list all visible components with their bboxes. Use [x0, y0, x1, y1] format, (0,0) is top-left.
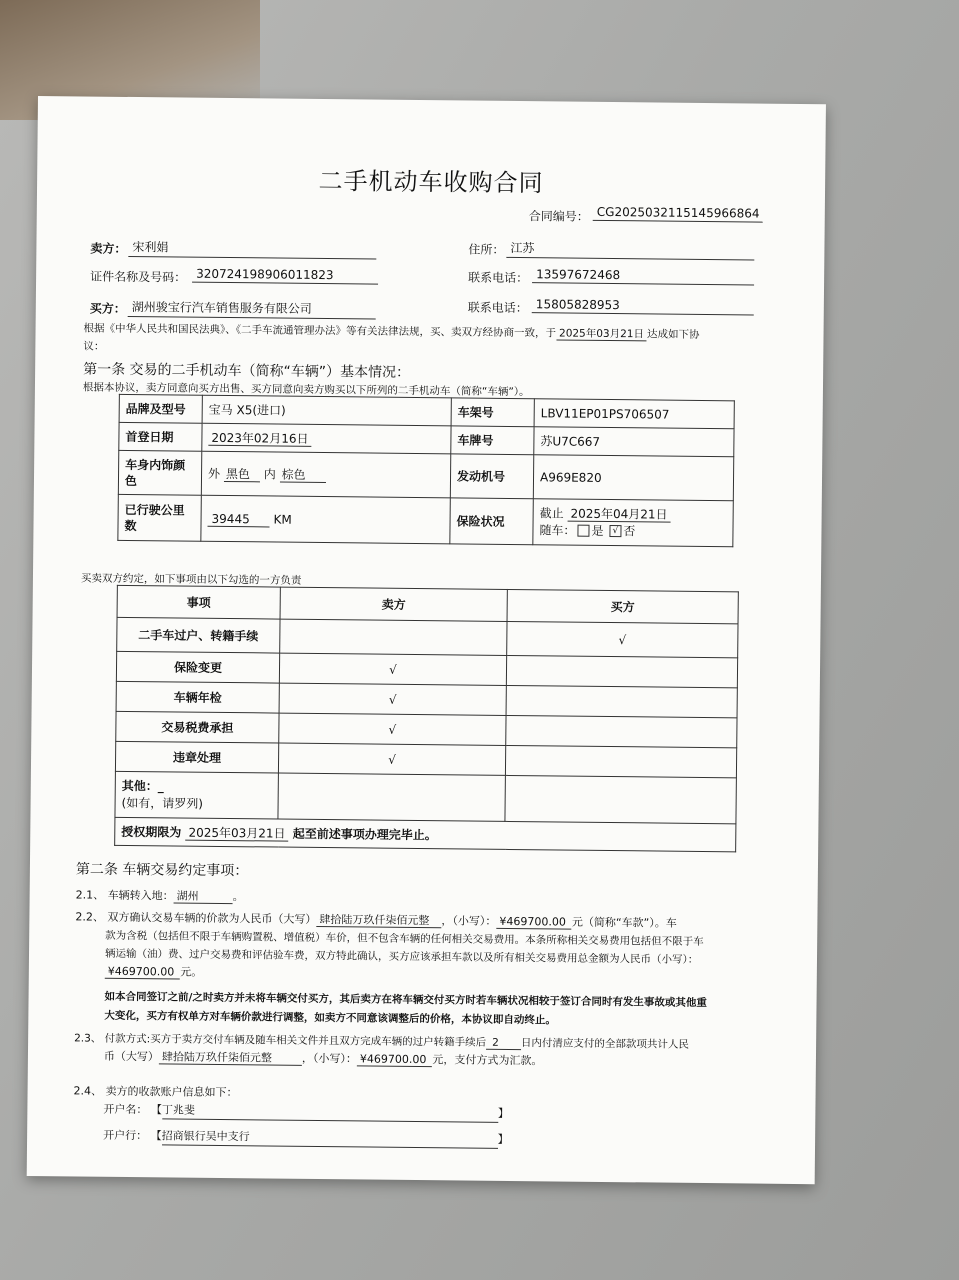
km-label: 已行驶公里数: [118, 494, 201, 541]
clause-2-1: 2.1、 车辆转入地： 湖州 。: [75, 888, 244, 904]
plate-value: 苏U7C667: [534, 427, 734, 457]
clause-2-2: 2.2、 双方确认交易车辆的价款为人民币（大写） 肆拾陆万玖仟柒佰元整 ，（小写）： ¥469700.00 元（简称“车款”）。车: [75, 910, 677, 930]
insurance-label: 保险状况: [450, 498, 533, 545]
resp-intro: 买卖双方约定，如下事项由以下勾选的一方负责: [80, 572, 302, 587]
km-value: 39445 KM: [201, 495, 450, 544]
header-item: 事项: [117, 585, 280, 619]
clause-2-2-line2: 款为含税（包括但不限于车辆购置税、增值税）车价，但不包含车辆的任何相关交易费用。本条所称相关交易费用包括但不限于车: [105, 929, 704, 949]
table-row-other: 其他：_ (如有，请罗列): [115, 771, 736, 824]
article1-desc: 根据本协议，卖方同意向买方出售、买方同意向卖方购买以下所列的二手机动车（简称“车辆”）。: [82, 381, 530, 399]
bold-clause-2: 大变化，买方有权单方对车辆价款进行调整，如卖方不同意该调整后的价格，本协议即自动终止。: [104, 1009, 556, 1027]
buyer-label: 买方：: [89, 301, 126, 316]
buyer-value: 湖州骏宝行汽车销售服务有限公司: [128, 298, 376, 320]
article1-heading: 第一条 交易的二手机动车（简称“车辆”）基本情况：: [83, 361, 411, 381]
reg-label: 首登日期: [119, 422, 202, 451]
seller-phone-label: 联系电话：: [468, 270, 529, 286]
clause-2-3: 2.3、 付款方式:买方于卖方交付车辆及随车相关文件并且双方完成车辆的过户转籍手续后 2 日内付清应支付的全部款项共计人民: [74, 1032, 689, 1051]
article2-heading: 第二条 车辆交易约定事项：: [75, 861, 249, 880]
insurance-value: 截止 2025年04月21日 随车： 是 √ 否: [533, 499, 733, 547]
plate-label: 车牌号: [451, 426, 534, 455]
contract-paper: [27, 96, 826, 1184]
vin-label: 车架号: [451, 398, 534, 427]
seller-label: 卖方：: [90, 241, 127, 256]
id-label: 证件名称及号码：: [90, 269, 187, 285]
account-holder: 开户名： 【丁兆斐 】: [103, 1101, 509, 1123]
account-bank: 开户行： 【招商银行吴中支行 】: [103, 1127, 509, 1149]
no-checkbox[interactable]: √: [609, 525, 621, 537]
header-buyer: 买方: [507, 589, 738, 623]
vin-value: LBV11EP01PS706507: [534, 399, 734, 429]
address-value: 江苏: [506, 239, 754, 261]
table-row: 交易税费承担 √: [116, 711, 737, 748]
address-label: 住所：: [468, 242, 505, 257]
table-row: 二手车过户、转籍手续 √: [117, 617, 738, 658]
clause-2-2-line3: 辆运输（油）费、过户交易费和评估验车费，双方特此确认，买方应该承担车款以及所有相关交易费用总金额为人民币（小写）：: [104, 947, 699, 966]
yes-checkbox[interactable]: [577, 525, 589, 537]
clause-2-3-line2: 币（大写） 肆拾陆万玖仟柒佰元整 ，（小写）： ¥469700.00 元，支付方式为汇款。: [103, 1049, 543, 1068]
engine-value: A969E820: [533, 455, 733, 501]
clause-2-4: 2.4、 卖方的收款账户信息如下：: [73, 1084, 238, 1100]
engine-label: 发动机号: [450, 454, 533, 499]
table-row: 车辆年检 √: [116, 681, 737, 718]
intro-text-2: 议：: [83, 340, 105, 353]
bold-clause-1: 如本合同签订之前/之时卖方并未将车辆交付买方，其后卖方在将车辆交付买方时若车辆状况相较于签订合同时有发生事故或其他重: [104, 990, 707, 1010]
brand-label: 品牌及型号: [119, 394, 202, 423]
table-row: 保险变更 √: [116, 651, 737, 688]
intro-text: 根据《中华人民共和国民法典》、《二手车流通管理办法》等有关法律法规，买、卖双方经协商一致，于 2025年03月21日 达成如下协: [83, 322, 700, 341]
contract-no-value: CG2025032115145966864: [593, 205, 763, 223]
reg-value: 2023年02月16日: [202, 423, 451, 454]
contract-no-label: 合同编号：: [528, 209, 589, 224]
brand-value: 宝马 X5(进口): [202, 395, 451, 426]
deadline-row: 授权期限为 2025年03月21日 起至前述事项办理完毕止。: [115, 817, 736, 852]
color-label: 车身内饰颜色: [118, 450, 201, 495]
seller-phone-value: 13597672468: [532, 267, 754, 285]
color-value: 外 黑色 内 棕色: [201, 451, 450, 498]
table-row: 违章处理 √: [115, 741, 736, 778]
document-title: 二手机动车收购合同: [318, 166, 544, 198]
id-value: 320724198906011823: [192, 267, 378, 285]
vehicle-table: [117, 394, 735, 547]
seller-value: 宋利娟: [128, 238, 376, 260]
buyer-phone-label: 联系电话：: [467, 300, 528, 316]
header-seller: 卖方: [280, 587, 507, 621]
buyer-phone-value: 15805828953: [532, 297, 754, 315]
clause-2-2-line4: ¥469700.00 元。: [105, 963, 203, 981]
responsibility-table: [114, 585, 739, 852]
